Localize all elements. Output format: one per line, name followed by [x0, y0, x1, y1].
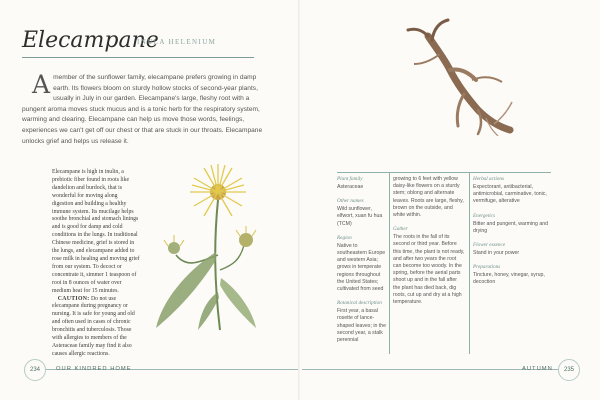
intro-text: member of the sunflower family, elecampane prefers growing in damp earth. Its flowers bloom on sturdy hollow stocks of second-year plants, usually in July in our garden. Elecampane's large, fleshy root with a pungent aroma moves stuck mucus and is a tonic herb for the respiratory system, warming and clearing. Elecampane can help us move those words, feelings, experiences we can't get off our chest or that are stuck in our throats. Elecampane unlocks grief and helps us release it. [22, 74, 263, 145]
energetics-label: Energetics [473, 212, 495, 219]
running-header-right: AUTUMN [522, 366, 553, 372]
body-text [52, 169, 140, 359]
page-number-right: 235 [558, 359, 580, 381]
flower-essence-value: Stand in your power [473, 250, 520, 257]
drop-cap: A [32, 70, 51, 99]
botanical-description-value: First year, a basal rosette of lance-shaped leaves; in the second year, a stalk perennial [337, 308, 387, 344]
fact-table-divider-2 [469, 172, 470, 354]
region-label: Region [337, 234, 352, 241]
page-title: Elecampane [22, 28, 159, 53]
elecampane-flower-illustration [148, 160, 272, 332]
herbal-actions-value: Expectorant, antibacterial, antimicrobial, carminative, tonic, vermifuge, alterative [473, 184, 547, 205]
title-rule [22, 57, 254, 58]
fact-table-top-rule [337, 172, 551, 173]
caution-label: CAUTION: [57, 295, 90, 302]
elecampane-root-illustration [398, 18, 518, 136]
plant-family-value: Asteraceae [337, 184, 364, 190]
gather-label: Gather [393, 226, 408, 233]
fact-column-3 [473, 176, 549, 294]
other-names-value: Wild sunflower, elfwort, xuan fu hua (TCM) [337, 206, 383, 227]
gather-value: The roots in the fall of its second or third year. Before this time, the plant is not ready, and after two years the root can become too woody. In the spring, before the aerial parts shoot up and in the fall after the plant has died back, dig roots, cut up and dry at a high temperature. [393, 234, 465, 306]
preparations-label: Preparations [473, 264, 501, 271]
intro-paragraph [22, 70, 268, 147]
plant-family-label: Plant family [337, 176, 363, 182]
preparations-value: Tincture, honey, vinegar, syrup, decoction [473, 272, 545, 286]
flower-essence-label: Flower essence [473, 242, 506, 249]
fact-column-1 [337, 176, 387, 351]
body-paragraph: Elecampane is high in inulin, a prebiotic fiber found in roots like dandelion and burdock, that is wonderful for moving along digestion and building a healthy immune system. Its mucilage helps soothe bronchial and stomach linings and is good for damp and cold conditions in the lungs. In traditional Chinese medicine, grief is stored in the lungs, and elecampane added to rose milk in healing and moving grief from our system. To decoct or concentrate it, simmer 1 teaspoon of root in 8 ounces of water over medium heat for 15 minutes. [52, 169, 140, 294]
page-number-left: 234 [24, 359, 46, 381]
botanical-description-label: Botanical description [337, 300, 382, 307]
caution-text: Do not use elecampane during pregnancy or nursing. It is safe for young and old and often used in cases of chronic bronchitis and tuberculosis. Those with allergies to members of the Asteraceae family may find it also causes allergic reactions. [52, 295, 135, 357]
latin-name: INULA HELENIUM [137, 38, 217, 46]
fact-column-2 [393, 176, 465, 313]
running-header-left: OUR KINDRED HOME [56, 366, 132, 372]
other-names-label: Other names [337, 198, 364, 205]
botanical-description-continued: growing to 6 feet with yellow daisy-like flowers on a sturdy stem; oblong and alternate leaves. Roots are large, fleshy, brown on the outside, and white within. [393, 176, 464, 219]
footer-rule-right [302, 369, 558, 370]
herbal-actions-label: Herbal actions [473, 176, 504, 182]
energetics-value: Bitter and pungent, warming and drying [473, 220, 548, 234]
region-value: Native to southeastern Europe and western Asia; grows in temperate regions throughout the United States; cultivated from seed [337, 242, 386, 293]
fact-table-divider-1 [389, 172, 390, 354]
